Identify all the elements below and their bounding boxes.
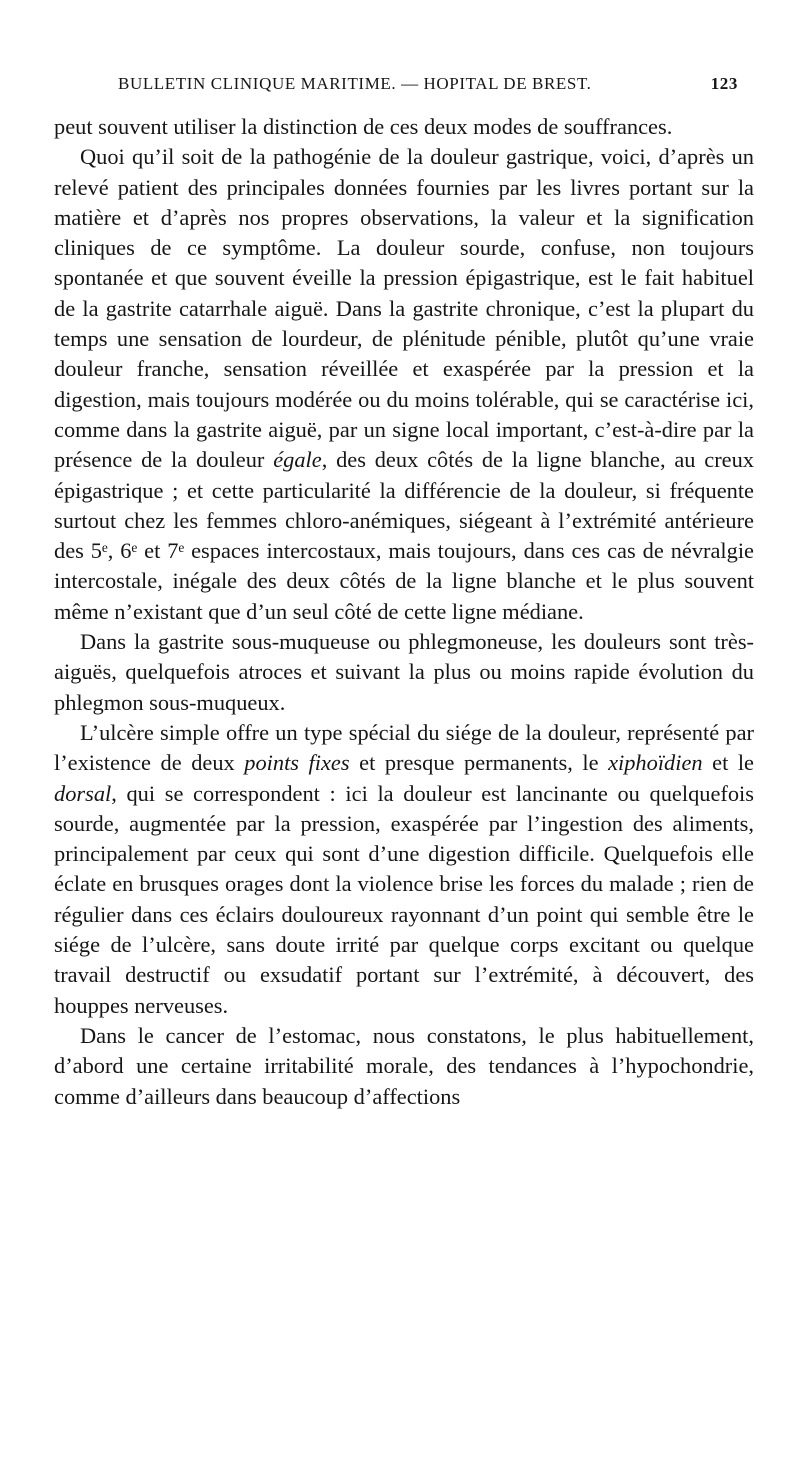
emphasis-xiphoidien: xiphoïdien [608,750,703,776]
page-number: 123 [710,74,738,93]
emphasis-dorsal: dorsal [54,780,112,806]
paragraph-stomach-cancer: Dans le cancer de l’estomac, nous constatons, le plus habituellement, d’abord une certaine irritabilité morale, des tendances à l’hypochondrie, comme d’ailleurs dans beaucoup d’affections [54,1022,754,1109]
running-title: BULLETIN CLINIQUE MARITIME. — HOPITAL DE BREST. [118,74,592,93]
running-header [118,74,738,100]
emphasis-points-fixes: points fixes [244,750,350,776]
paragraph-gastric-pain: Quoi qu’il soit de la pathogénie de la douleur gastrique, voici, d’après un relevé patient des principales données fournies par les livres portant sur la matière et d’après nos propres observations, la valeur et la signification cliniques de ce symptôme. La douleur sourde, confuse, non toujours spontanée et que souvent éveille la pression épigastrique, est le fait habituel de la gastrite catarrhale aiguë. Dans la gastrite chronique, c’est la plupart du temps une sensation de lourdeur, de plénitude pénible, plutôt qu’une vraie douleur franche, sensation réveillée et exaspérée par la pression et la digestion, mais toujours modérée ou du moins tolérable, qui se caractérise ici, comme dans la gastrite aiguë, par un signe local important, c’est-à-dire par la présence de la douleur égale, des deux côtés de la ligne blanche, au creux épigastrique ; et cette particularité la différencie de la douleur, si fréquente surtout chez les femmes chloro-anémiques, siégeant à l’extrémité antérieure des 5ᵉ, 6ᵉ et 7ᵉ espaces intercostaux, mais toujours, dans ces cas de névralgie intercostale, inégale des deux côtés de la ligne blanche et le plus souvent même n’existant que d’un seul côté de cette ligne médiane. [54,144,754,624]
paragraph-phlegmonous-gastritis: Dans la gastrite sous-muqueuse ou phlegmoneuse, les douleurs sont très-aiguës, quelquefois atroces et suivant la plus ou moins rapide évolution du phlegmon sous-muqueux. [54,629,754,715]
body-text [54,112,754,1112]
emphasis-egale: égale [273,447,322,473]
paragraph-simple-ulcer: L’ulcère simple offre un type spécial du siége de la douleur, représenté par l’existence de deux points fixes et presque permanents, le xiphoïdien et le dorsal, qui se correspondent : ici la douleur est lancinante ou quelquefois sourde, augmentée par la pression, exaspérée par l’ingestion des aliments, principalement par ceux qui sont d’une digestion difficile. Quelquefois elle éclate en brusques orages dont la violence brise les forces du malade ; rien de régulier dans ces éclairs douloureux rayonnant d’un point qui semble être le siége de l’ulcère, sans doute irrité par quelque corps excitant ou quelque travail destructif ou exsudatif portant sur l’extrémité, à découvert, des houppes nerveuses. [54,719,754,1018]
paragraph-continuation: peut souvent utiliser la distinction de ces deux modes de souffrances. [54,114,673,139]
